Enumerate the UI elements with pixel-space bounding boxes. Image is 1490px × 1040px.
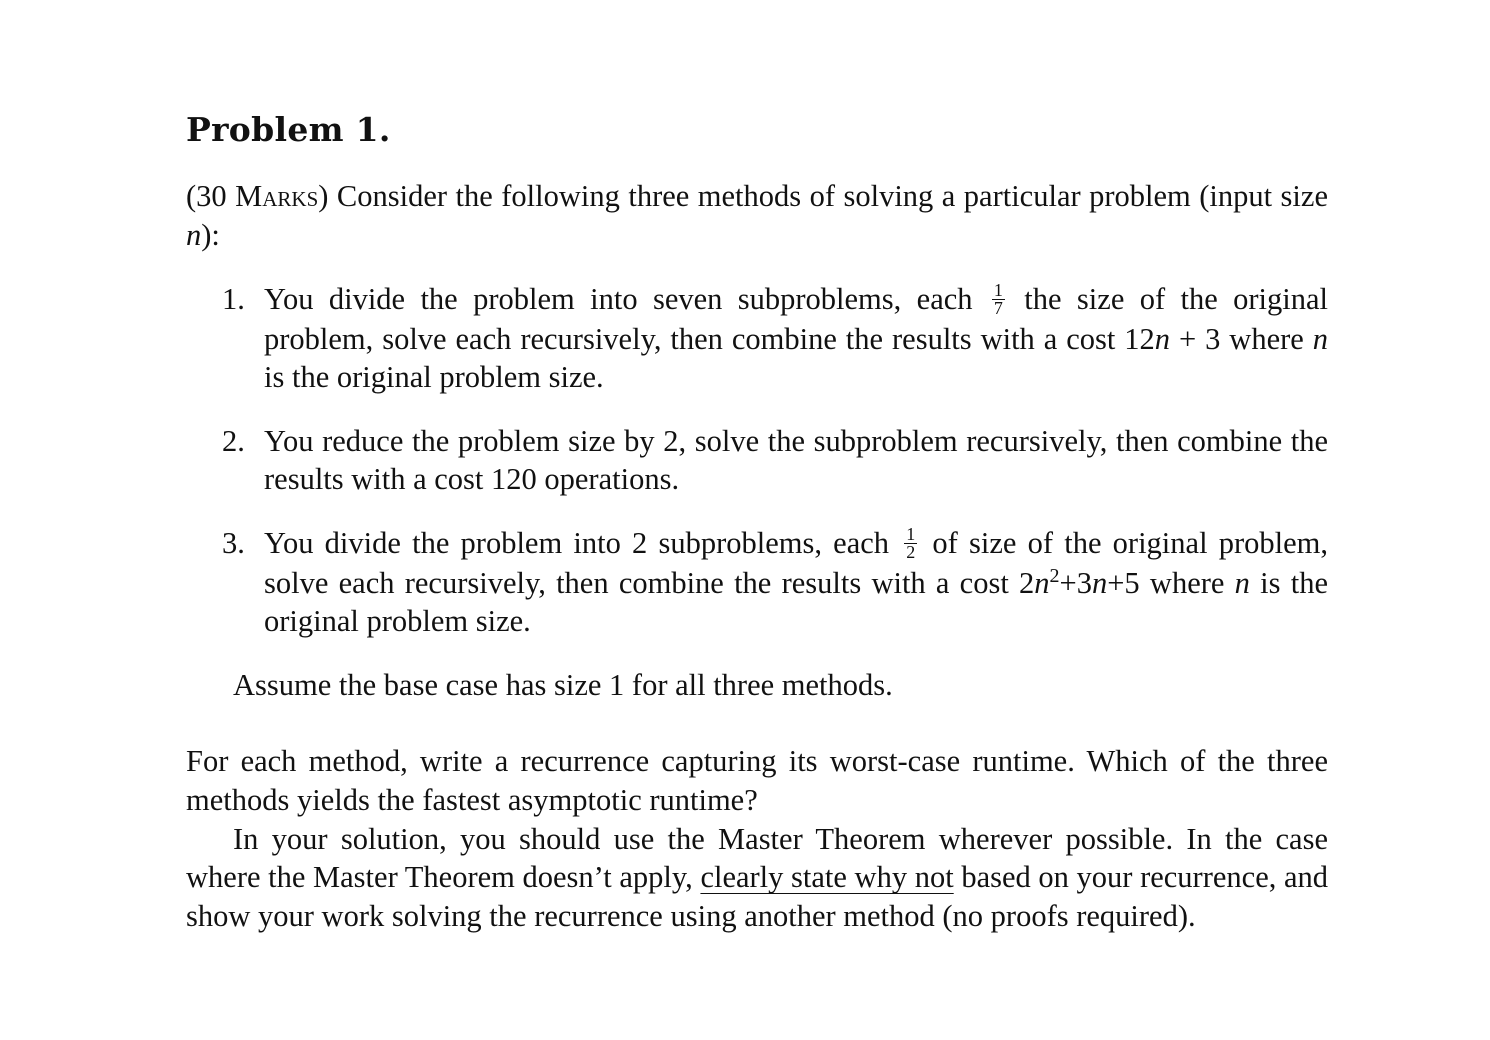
- method-1-text: is the original problem size.: [264, 360, 604, 395]
- method-item-2: [222, 422, 1328, 499]
- method-1-text: + 3 where: [1170, 321, 1313, 356]
- intro-text: Consider the following three methods of solving a particular problem (input size: [328, 179, 1328, 213]
- problem-title: Problem 1.: [186, 110, 391, 149]
- math-var: n: [1034, 565, 1050, 600]
- problem-page: [186, 110, 1328, 935]
- frac-numerator: 1: [993, 279, 1003, 300]
- instructions-text: based on your recurrence, and show your work solving the recurrence using another method (no proofs required).: [186, 860, 1329, 933]
- method-1-text: the size of the original problem, solve each recursively, then combine the results with a cost 12: [264, 282, 1329, 356]
- method-3-text: +5 where: [1107, 565, 1235, 600]
- frac-numerator: 1: [906, 523, 916, 544]
- intro-var: n: [186, 217, 202, 252]
- exponent: 2: [1049, 564, 1060, 587]
- instructions-text: In your solution, you should use the Master Theorem wherever possible. In the case where the Master Theorem doesn’t apply,: [186, 821, 1328, 895]
- fraction-one-half: [904, 523, 917, 562]
- math-var: n: [1154, 321, 1171, 356]
- method-3-text: +3: [1059, 565, 1092, 600]
- marks-label: Marks: [235, 179, 319, 213]
- question-paragraph: For each method, write a recurrence capturing its worst-case runtime. Which of the three methods yields the fastest asymptotic runtime?: [186, 744, 1328, 817]
- problem-intro: [186, 177, 1328, 254]
- math-var: n: [1312, 321, 1328, 356]
- frac-denominator: 2: [906, 541, 916, 562]
- method-1-text: You divide the problem into seven subproblems, each: [264, 282, 973, 317]
- intro-text-end: ):: [201, 217, 220, 252]
- method-2-text: You reduce the problem size by 2, solve the subproblem recursively, then combine the results with a cost 120 operations.: [264, 423, 1328, 497]
- method-3-text: You divide the problem into 2 subproblems, each: [264, 526, 890, 561]
- methods-list: [186, 280, 1328, 641]
- fraction-one-seventh: [992, 279, 1005, 318]
- method-number: 2.: [222, 423, 245, 458]
- math-var: n: [1234, 565, 1250, 600]
- method-3-text: is the original problem size.: [264, 565, 1328, 639]
- method-item-3: [222, 523, 1329, 641]
- method-number: 3.: [222, 526, 245, 561]
- method-3-text: of size of the original problem, solve each recursively, then combine the results with a cost 2: [264, 526, 1329, 600]
- method-number: 1.: [222, 282, 245, 317]
- marks-close: ): [318, 179, 329, 213]
- method-item-1: [222, 279, 1329, 397]
- frac-denominator: 7: [993, 297, 1003, 318]
- base-case-note: Assume the base case has size 1 for all three methods.: [233, 667, 893, 702]
- underlined-emphasis: clearly state why not: [700, 860, 954, 895]
- math-var: n: [1091, 565, 1108, 600]
- marks-open: (30: [186, 179, 236, 213]
- instructions-paragraph: [186, 820, 1328, 936]
